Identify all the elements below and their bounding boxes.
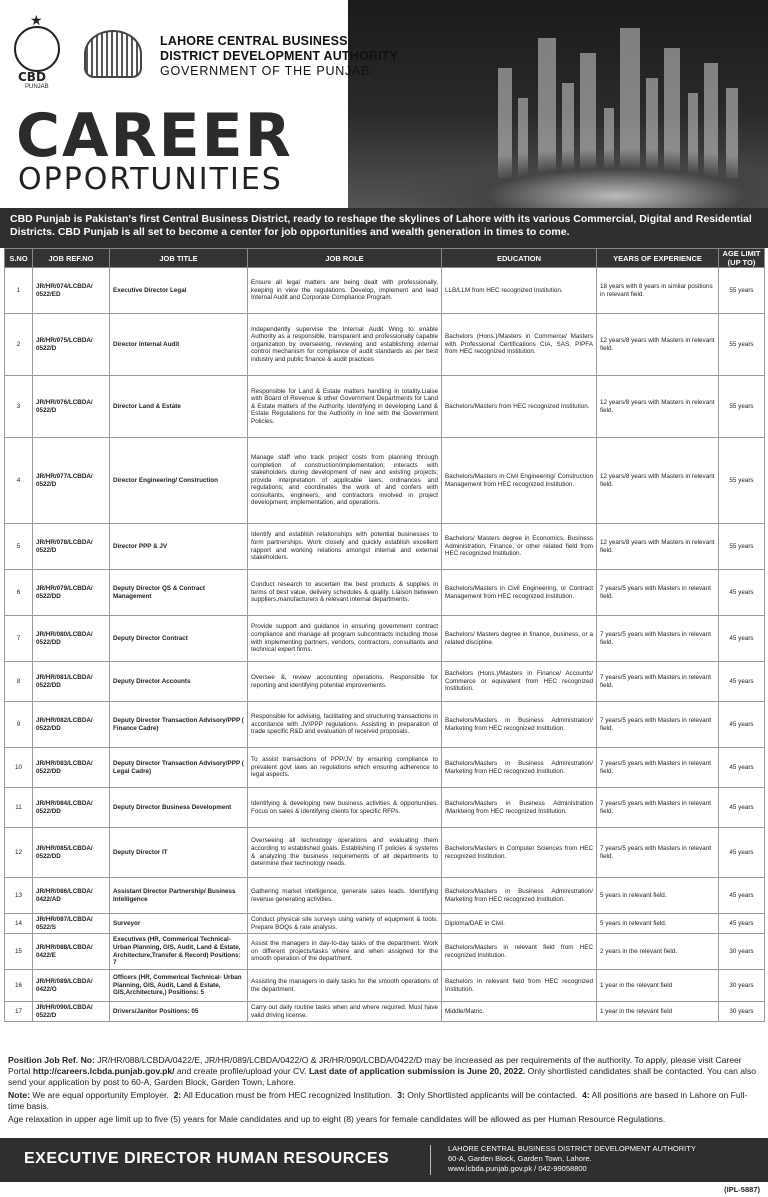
cell-ref: JR/HR/089/LCBDA/ 0422/O <box>33 970 110 1002</box>
cell-age: 55 years <box>719 268 765 314</box>
table-row <box>5 970 765 1002</box>
cell-title: Deputy Director Transaction Advisory/PPP ( Finance Cadre) <box>110 702 248 748</box>
org-line-2: DISTRICT DEVELOPMENT AUTHORITY <box>160 49 399 63</box>
cell-sno: 3 <box>5 376 33 438</box>
signatory: EXECUTIVE DIRECTOR HUMAN RESOURCES <box>24 1150 390 1167</box>
cell-age: 55 years <box>719 438 765 524</box>
cell-role: Carry out daily routine tasks when and where required. Must have valid driving license. <box>248 1002 442 1022</box>
cell-ref: JR/HR/079/LCBDA/ 0522/DD <box>33 570 110 616</box>
cell-education: Bachelors/Masters in relevant field from HEC recognized Institution. <box>442 934 597 970</box>
table-row <box>5 788 765 828</box>
cell-role: Responsible for Land & Estate matters handling in totality.Liaise with Board of Revenue & other Government Departments for Land & Estate matters of the Authority. Identifying in developing Land & Estate Regulations for the Authority in line with the Government Policies. <box>248 376 442 438</box>
punjab-government-emblem <box>84 30 142 78</box>
cell-ref: JR/HR/085/LCBDA/ 0522/DD <box>33 828 110 878</box>
cell-experience: 7 years/5 years with Masters in relevant field. <box>597 702 719 748</box>
cell-education: Bachelors/ Masters degree in Economics, Business Administration, Finance, or other related field from HEC recognized Institution. <box>442 524 597 570</box>
col-ref: JOB REF.NO <box>33 249 110 268</box>
cell-ref: JR/HR/077/LCBDA/ 0522/D <box>33 438 110 524</box>
cell-experience: 2 years in the relevant field. <box>597 934 719 970</box>
table-row <box>5 314 765 376</box>
cell-experience: 12 years/8 years with Masters in relevant field. <box>597 376 719 438</box>
table-row <box>5 268 765 314</box>
jobs-table <box>4 248 765 1022</box>
cell-title: Officers (HR, Commerical Technical- Urban Planning, GIS, Audit, Land & Estate, GIS,Architecture,) Positions: 5 <box>110 970 248 1002</box>
cell-ref: JR/HR/090/LCBDA/ 0522/D <box>33 1002 110 1022</box>
cell-ref: JR/HR/088/LCBDA/ 0422/E <box>33 934 110 970</box>
cell-experience: 5 years in relevant field. <box>597 878 719 914</box>
cell-age: 45 years <box>719 662 765 702</box>
cell-title: Assistant Director Partnership/ Business Intelligence <box>110 878 248 914</box>
cell-title: Director Engineering/ Construction <box>110 438 248 524</box>
cell-age: 30 years <box>719 1002 765 1022</box>
cell-title: Surveyor <box>110 914 248 934</box>
cell-education: Bachelors in relevant field from HEC recognized Institution. <box>442 970 597 1002</box>
cell-age: 45 years <box>719 702 765 748</box>
cell-age: 45 years <box>719 748 765 788</box>
cell-education: Bachelors/Masters in Business Administration/ Marketing from HEC recognized Institution. <box>442 748 597 788</box>
cell-role: Conduct research to ascertain the best products & supplies in terms of best value, delivery schedules & quality. Liaison between suppliers,manufacturers & relevant internal departments. <box>248 570 442 616</box>
col-education: EDUCATION <box>442 249 597 268</box>
cell-experience: 12 years/8 years with Masters in relevant field. <box>597 314 719 376</box>
cell-experience: 5 years in relevant field. <box>597 914 719 934</box>
table-row <box>5 702 765 748</box>
cell-ref: JR/HR/083/LCBDA/ 0522/DD <box>33 748 110 788</box>
cell-experience: 1 year in the relevant field <box>597 970 719 1002</box>
page-title: CAREER <box>16 101 293 171</box>
cell-ref: JR/HR/086/LCBDA/ 0422/AD <box>33 878 110 914</box>
cbd-logo <box>14 12 60 90</box>
cell-age: 55 years <box>719 314 765 376</box>
cell-title: Deputy Director IT <box>110 828 248 878</box>
cell-role: Manage staff who track project costs from planning through completion of construction/implementation; interacts with stakeholders during development of new and existing projects; provide interpretation of applicable laws, ordinances and regulations; and coordinates the work of and confers with consultants, engineers, and contractors involved in project development, implementation, and operations. <box>248 438 442 524</box>
age-relaxation-note: Age relaxation in upper age limit up to five (5) years for Male candidates and up to eight (8) years for female candidates will be allowed as per Human Resource Regulations. <box>8 1114 666 1124</box>
cell-education: Bachelors/Masters from HEC recognized Institution. <box>442 376 597 438</box>
organization-name <box>160 34 398 79</box>
table-row <box>5 748 765 788</box>
intro-banner: CBD Punjab is Pakistan's first Central Business District, ready to reshape the skylines of Lahore with its various Commercial, Digital and Residential Districts. CBD Punjab is all set to become a center for job opportunities and wealth generation in times to come. <box>0 208 768 248</box>
footer-divider <box>430 1145 431 1175</box>
cell-role: Gathering market intelligence, generate sales leads. Identifying revenue generating activities. <box>248 878 442 914</box>
cell-experience: 12 years/8 years with Masters in relevant field. <box>597 524 719 570</box>
star-icon: ★ <box>30 12 43 28</box>
cell-education: Bachelors/Masters in Business Administration/ Marketing from HEC recognized Institution. <box>442 878 597 914</box>
table-row <box>5 934 765 970</box>
footer <box>0 1138 768 1182</box>
cell-sno: 17 <box>5 1002 33 1022</box>
cell-ref: JR/HR/076/LCBDA/ 0522/D <box>33 376 110 438</box>
position-note: Position Job Ref. No: JR/HR/088/LCBDA/0422/E, JR/HR/089/LCBDA/0422/O & JR/HR/090/LCBDA/0422/D may be increased as per requirements of the authority. To apply, please visit Career Portal http://careers.lcbda.punjab.gov.pk/ and create profile/upload your CV. Last date of application submission is June 20, 2022. Only shortlisted candidates shall be contacted. You can also send your application by post to 60-A, Garden Block, Garden Town, Lahore. <box>8 1055 757 1087</box>
org-line-3: GOVERNMENT OF THE PUNJAB <box>160 64 371 78</box>
table-row <box>5 878 765 914</box>
cell-education: Bachelors/Masters in Civil Engineering, or Contract Management from HEC recognized Institution. <box>442 570 597 616</box>
cell-sno: 10 <box>5 748 33 788</box>
cell-education: Bachelors/Masters in Computer Sciences from HEC recognized Institution. <box>442 828 597 878</box>
cell-sno: 6 <box>5 570 33 616</box>
cell-ref: JR/HR/082/LCBDA/ 0522/DD <box>33 702 110 748</box>
notes-section <box>8 1055 760 1127</box>
table-row <box>5 914 765 934</box>
col-sno: S.NO <box>5 249 33 268</box>
career-portal-link[interactable]: http://careers.lcbda.punjab.gov.pk/ <box>32 1066 175 1076</box>
cell-sno: 2 <box>5 314 33 376</box>
cell-role: Conduct physical site surveys using variety of equipment & tools. Prepare BOQs & rate analysis. <box>248 914 442 934</box>
logo-subtext: PUNJAB <box>25 84 49 90</box>
cell-title: Deputy Director Business Development <box>110 788 248 828</box>
cell-sno: 13 <box>5 878 33 914</box>
org-line-1: LAHORE CENTRAL BUSINESS <box>160 34 348 48</box>
table-row <box>5 1002 765 1022</box>
table-header-row <box>5 249 765 268</box>
cell-ref: JR/HR/075/LCBDA/ 0522/D <box>33 314 110 376</box>
cell-education: Bachelors/ Masters degree in finance, business, or a related discipline. <box>442 616 597 662</box>
page-subtitle: OPPORTUNITIES <box>18 162 283 197</box>
cell-sno: 16 <box>5 970 33 1002</box>
cell-education: Bachelors (Hons.)/Masters in Finance/ Accounts/ Commerce or equivalent from HEC recognized Institution. <box>442 662 597 702</box>
cell-title: Director Land & Estate <box>110 376 248 438</box>
cell-sno: 5 <box>5 524 33 570</box>
city-skyline-image <box>348 0 768 208</box>
cell-sno: 4 <box>5 438 33 524</box>
cell-title: Drivers/Janitor Positions: 05 <box>110 1002 248 1022</box>
col-title: JOB TITLE <box>110 249 248 268</box>
cell-education: Bachelors (Hons.)/Masters in Commerce/ Masters with Professional Certifications CIA, SAS, PIPFA from HEC recognized Institution. <box>442 314 597 376</box>
cell-role: Assist the managers in day-to-day tasks of the department. Work on different projects/tasks where and when assigned for the smooth operation of the department. <box>248 934 442 970</box>
cell-ref: JR/HR/074/LCBDA/ 0522/ED <box>33 268 110 314</box>
cell-education: LLB/LLM from HEC recognized Institution. <box>442 268 597 314</box>
table-row <box>5 616 765 662</box>
cell-role: Identify and establish relationships with potential businesses to form partnerships. Work closely and quickly establish excellent rapport and working relations amongst internal and external stakeholders. <box>248 524 442 570</box>
cell-age: 45 years <box>719 914 765 934</box>
cell-education: Bachelors/Masters in Civil Engineering/ Construction Management from HEC recognized Institution. <box>442 438 597 524</box>
cell-experience: 12 years/8 years with Masters in relevant field. <box>597 438 719 524</box>
cell-title: Deputy Director Transaction Advisory/PPP ( Legal Cadre) <box>110 748 248 788</box>
cell-age: 45 years <box>719 616 765 662</box>
cell-experience: 7 years/5 years with Masters in relevant field. <box>597 788 719 828</box>
cell-age: 45 years <box>719 878 765 914</box>
cell-age: 55 years <box>719 376 765 438</box>
cell-experience: 1 year in the relevant field <box>597 1002 719 1022</box>
last-date: Last date of application submission is June 20, 2022. <box>308 1066 526 1076</box>
cell-title: Deputy Director Accounts <box>110 662 248 702</box>
cell-age: 45 years <box>719 828 765 878</box>
cell-role: Overseeing all technology operations and evaluating them according to established goals. Establishing IT policies & systems & analyzing the business requirements of all departments to determine their technology needs. <box>248 828 442 878</box>
footer-address: LAHORE CENTRAL BUSINESS DISTRICT DEVELOPMENT AUTHORITY 60-A, Garden Block, Garden Town, Lahore. www.lcbda.punjab.gov.pk / 042-99058800 <box>448 1144 696 1173</box>
col-age: AGE LIMIT (UP TO) <box>719 249 765 268</box>
cell-education: Bachelors/Masters in Business Administration /Markteing from HEC recognized Institution. <box>442 788 597 828</box>
cell-sno: 15 <box>5 934 33 970</box>
cell-ref: JR/HR/078/LCBDA/ 0522/D <box>33 524 110 570</box>
cell-title: Director Internal Audit <box>110 314 248 376</box>
cell-sno: 7 <box>5 616 33 662</box>
cell-sno: 11 <box>5 788 33 828</box>
table-row <box>5 570 765 616</box>
logo-text: CBD <box>18 70 46 84</box>
cell-ref: JR/HR/084/LCBDA/ 0522/DD <box>33 788 110 828</box>
cell-title: Director PPP & JV <box>110 524 248 570</box>
cell-age: 55 years <box>719 524 765 570</box>
cell-experience: 7 years/5 years with Masters in relevant field. <box>597 662 719 702</box>
cell-title: Executives (HR, Commerical Technical- Urban Planning, GIS, Audit, Land & Estate, Architecture,Transfer & Record) Positions: 7 <box>110 934 248 970</box>
cell-experience: 7 years/5 years with Masters in relevant field. <box>597 570 719 616</box>
cell-experience: 7 years/5 years with Masters in relevant field. <box>597 828 719 878</box>
cell-title: Deputy Director Contract <box>110 616 248 662</box>
cell-age: 30 years <box>719 970 765 1002</box>
header <box>0 0 768 208</box>
cell-sno: 8 <box>5 662 33 702</box>
cell-age: 45 years <box>719 788 765 828</box>
col-role: JOB ROLE <box>248 249 442 268</box>
cell-role: Identifying & developing new business activities & opportunities. Focus on sales & identifying clients for specific RFPs. <box>248 788 442 828</box>
cell-experience: 7 years/5 years with Masters in relevant field. <box>597 616 719 662</box>
cell-experience: 7 years/5 years with Masters in relevant field. <box>597 748 719 788</box>
cell-sno: 14 <box>5 914 33 934</box>
cell-ref: JR/HR/080/LCBDA/ 0522/DD <box>33 616 110 662</box>
cell-title: Deputy Director QS & Contract Management <box>110 570 248 616</box>
table-row <box>5 524 765 570</box>
cell-ref: JR/HR/087/LCBDA/ 0522/S <box>33 914 110 934</box>
cell-age: 30 years <box>719 934 765 970</box>
cell-sno: 12 <box>5 828 33 878</box>
cell-sno: 1 <box>5 268 33 314</box>
cell-role: Ensure all legal matters are being dealt with professionally, keeping in view the regulations. Develop, implement and lead Internal Audit and Corporate Compliance Program. <box>248 268 442 314</box>
table-row <box>5 662 765 702</box>
cell-age: 45 years <box>719 570 765 616</box>
col-experience: YEARS OF EXPERIENCE <box>597 249 719 268</box>
cell-role: To assist transactions of PPP/JV by ensuring compliance to prevalent govt laws an regulations which ensuring adherence to legal aspects. <box>248 748 442 788</box>
cell-experience: 18 years with 8 years in similar positions in relevant field. <box>597 268 719 314</box>
website-link[interactable]: www.lcbda.punjab.gov.pk / 042-99058800 <box>448 1164 587 1173</box>
cell-sno: 9 <box>5 702 33 748</box>
cell-role: Assisting the managers in daily tasks for the smooth operations of the department. <box>248 970 442 1002</box>
table-row <box>5 828 765 878</box>
cell-role: Responsible for advising, facilitating and structuring transactions in accordance with JV/PPP regulations. Assisting in preparation of trade specific R&D and evaluation of received proposals. <box>248 702 442 748</box>
cell-role: Provide support and guidance in ensuring government contract compliance and manage all program subcontracts including those with implementing partners, vendors, contractors, consultants and technical expert firms. <box>248 616 442 662</box>
ipl-code: (IPL-5887) <box>724 1185 760 1194</box>
cell-education: Diploma/DAE in Civil. <box>442 914 597 934</box>
table-row <box>5 438 765 524</box>
general-notes: Note: We are equal opportunity Employer. 2: All Education must be from HEC recognized Institution. 3: Only Shortlisted applicants will be contacted. 4: All positions are based in Lahore on Full-time basis. <box>8 1090 748 1111</box>
cell-ref: JR/HR/081/LCBDA/ 0522/DD <box>33 662 110 702</box>
cell-education: Bachelors/Masters in Business Administration/ Marketing from HEC recognized Institution. <box>442 702 597 748</box>
cell-education: Middle/Matric. <box>442 1002 597 1022</box>
table-row <box>5 376 765 438</box>
cell-title: Executive Director Legal <box>110 268 248 314</box>
cell-role: Oversee &, review accounting operations. Responsible for reporting and identifying potential improvements. <box>248 662 442 702</box>
cell-role: Independently supervise the Internal Audit Wing to enable Authority as a responsible, transparent and professionally capable organization by overseeing, reviewing and establishing internal control mechanism for compliance of audit standards as per best industry and public finance & audit practices <box>248 314 442 376</box>
